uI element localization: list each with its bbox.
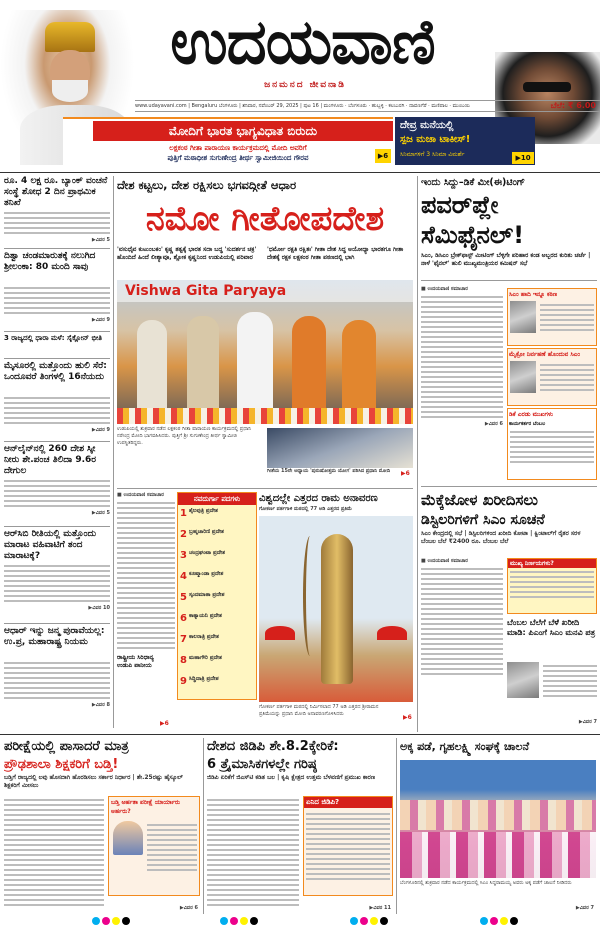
left-story-5-body [4,477,110,510]
center-col-label: ■ ಉದಯವಾಣಿ ಸಮಾಚಾರ [117,492,164,498]
left-story-5-headline: ಆನ್‌ಲೈನ್‌ನಲ್ಲಿ 260 ದೇಶ ಸ್ಕೀ ನೀರು ಶೇ.ಪಂಚ ತಿಲಿದಾ 9.6ರ ದೇಗುಲ [4,444,97,476]
left-story-1[interactable] [4,176,110,246]
navadurga-item [180,676,254,695]
reg-dot [490,917,498,925]
left-story-2-body [4,284,110,317]
left-story-6[interactable] [4,529,110,621]
lead-story[interactable] [117,176,413,486]
right-lead[interactable] [421,176,597,484]
lead-quote-left: 'ವಸುಧೈವ ಕುಟುಂಬಕಂ' ಕೃಷ್ಣ ತತ್ವಕ್ಕೆ ಭಾರತ ಸದಾ ಬದ್ಧ 'ಸುದರ್ಶನ ಚಕ್ರ' ಹೊಂದಿದೆ ಹಿಂದೆ ಲೀಶ್ಯಾವೂ, ಶ್ಲೋಕ ಕೃಷ್ಣನಿಂದ ಉಡುಪಿಯಲ್ಲಿ ಪರಿವಾರ [117,246,257,261]
navadurga-item [180,613,254,632]
crowd-row-1 [400,800,596,830]
left-story-1-body [4,209,110,237]
lead-inset-caption: ಗೀತೆಯ 15ನೇ ಅಧ್ಯಾಯ 'ಪುರುಷೋತ್ತಮ ಯೋಗ' ಪಠಿಸಿದ ಪ್ರಧಾನಿ ಮೋದಿ [267,468,391,474]
center-foot-left: ರಾಷ್ಟ್ರೀಯ ಸಿರಿಧಾನ್ಯ [117,654,154,661]
navadurga-item-label: ಕೂಷ್ಮಾಂಡಾ ಪ್ರದೇಶ [189,571,224,577]
right-box-3[interactable] [507,408,597,480]
b1-page: ▶ವಿವರ 6 [179,905,198,911]
statue-body [321,534,353,684]
navadurga-item-number: 5 [180,592,187,603]
masthead [0,0,600,165]
registration-marks [0,914,600,928]
navadurga-item-number: 7 [180,634,187,645]
lead-caption: ಉಡುಪಿಯಲ್ಲಿ ಶುಕ್ರವಾರ ನಡೆದ ಲಕ್ಷಕಂಠ ಗೀತಾ ಪಾರಾಯಣ ಕಾರ್ಯಕ್ರಮದಲ್ಲಿ ಪ್ರಧಾನಿ ನರೇಂದ್ರ ಮೋದಿ ಭಾಗವಹಿಸಿದರು. ಪುತ್ತಿಗೆ ಶ್ರೀ ಸುಗುಣೇಂದ್ರ ತೀರ್ಥ ಸ್ವಾಮೀಜಿ ಉಪಸ್ಥಿತರಿದ್ದರು. [117,426,251,446]
navadurga-item-number: 3 [180,550,187,561]
right-mid-headline1: ಮೆಕ್ಕೆಜೋಳ ಖರೀದಿಸಲು [421,491,538,509]
b2-headline2: 6 ತ್ರೈಮಾಸಿಕಗಳಲ್ಲೇ ಗರಿಷ್ಠ [207,757,317,772]
left-column [4,176,110,728]
right-mid-col-label: ■ ಉದಯವಾಣಿ ಸಮಾಚಾರ [421,558,468,564]
lead-inset-photo[interactable] [267,428,413,468]
right-mid-sub: ಸಿಎಂ ಕೇಂದ್ರದಲ್ಲಿ ಸಭೆ | ಡಿಸ್ಟಿಲರಿಗಳಿಂದ ಖರೀದಿ ಕೋಟಾ | ಕ್ವಿಂಟಾಲ್‌ಗೆ ರೈತರ ಸರಳ ಬೆಂಬಲ ಬೆಲೆ ₹2400 ರೂ. ಬೆಂಬಲ ಬೆಲೆ [421,530,581,545]
right-box-1[interactable] [507,288,597,346]
reg-dot [112,917,120,925]
person-5 [342,320,376,412]
right-mid-rule [421,486,597,487]
navadurga-item-label: ಸಿದ್ಧಿದಾತ್ರಿ ಪ್ರದೇಶ [189,676,219,682]
navadurga-item-number: 1 [180,508,187,519]
banner-left-sub2: ಪುತ್ತಿಗೆ ಮಠಾಧೀಶ ಸುಗುಣೇಂದ್ರ ತೀರ್ಥ ಸ್ವಾಮೀಜಿಯಿಂದ ಗೌರವ [167,154,309,162]
b3-headline: ಅಕ್ಕ ಪಡೆ, ಗೃಹಲಕ್ಷ್ಮಿ ಸಂಘಕ್ಕೆ ಚಾಲನೆ [400,740,530,753]
rama-headline-text: ವಿಶ್ವದಲ್ಲೇ ಎತ್ತರದ ರಾಮ ಅನಾವರಣ [259,493,378,504]
lead-headline: ನಮೋ ಗೀತೋಪದೇಶ [145,199,385,239]
b1-headline1: ಪರೀಕ್ಷೆಯಲ್ಲಿ ಪಾಸಾದರೆ ಮಾತ್ರ [4,739,129,754]
beard-shape [52,80,88,102]
flower-strip [117,408,413,424]
left-story-3-headline: 3 ರಾಜ್ಯದಲ್ಲಿ ಧಾರಾ ಮಳೆ: ಸೈಕ್ಲೋನ್ ಭೀತಿ [4,334,102,342]
b2-body [207,796,299,909]
navadurga-item [180,592,254,611]
left-story-4-body [4,394,110,427]
left-story-6-body [4,562,110,605]
bottom-story-1[interactable] [4,738,200,914]
navadurga-title: ನವದುರ್ಗಾ ಪದಗಳು [178,493,256,505]
center-news-column [117,492,175,732]
reg-dot [92,917,100,925]
right-col-page: ▶ವಿವರ 6 [484,421,503,427]
bottom-rule-2 [396,738,397,914]
right-box-3-sub: ಕಾರ್ಯಕರ್ತರ ಬೆಂಬಲ [509,421,546,427]
banner-right-headline1: ದೇವ್ರ ಮನೆಯಲ್ಲಿ [400,120,454,131]
navadurga-item [180,571,254,590]
dateline [135,100,600,112]
navadurga-item [180,529,254,548]
left-story-7[interactable] [4,626,110,726]
navadurga-item-number: 8 [180,655,187,666]
navadurga-item-number: 2 [180,529,187,540]
left-story-7-body [4,659,110,702]
left-story-7-headline: ಆಧಾರ್ ಇನ್ನು ಜನ್ಮ ಪುರಾವೆಯಲ್ಲ: ಉ.ಪ್ರ, ಮಹಾರಾಷ್ಟ್ರ ನಿಯಮ [4,626,105,647]
person-2 [187,316,219,411]
banner-left[interactable] [63,117,393,165]
right-kicker: ಇಂದು ಸಿದ್ದು–ಡಿಕೆ ಮೀ(ಈ)ಟಿಂಗ್ [421,177,525,188]
person-1 [137,320,167,410]
lead-quote-right: 'ಧರ್ಮೋ ರಕ್ಷತಿ ರಕ್ಷಿತಃ' ಗೀತಾ ದೇಶ ಸಿದ್ಧ ಅಯೋಧ್ಯಾ ಭಾರತಗೂ ಗೀತಾ ದೇಶಕ್ಕೆ ರಕ್ಷಕ ಲಕ್ಷಕಂಠ ಗೀತಾ ಪಠಣದಲ್ಲಿ ಭಾಗಿ [267,246,404,261]
person-3 [237,312,273,412]
left-story-3[interactable] [4,334,110,356]
banner-right-headline2: ಸ್ಪಜ ಮಜಾ ಟಾಕೀಸ್! [400,134,471,145]
left-story-7-page: ▶ವಿವರ 8 [91,702,110,708]
banner-left-page: ▶6 [375,149,391,163]
navadurga-item-label: ಮಹಾಗೌರಿ ಪ್ರದೇಶ [189,655,222,661]
bottom-band-rule [0,734,600,735]
left-story-5-page: ▶ವಿವರ 5 [91,510,110,516]
b3-photo[interactable] [400,760,596,878]
banner-right-sub: ಸಿನಿಮಾಗಳಿಗೆ 3 ಸಿನಿಮಾ ವಿಮರ್ಶೆ [400,151,465,158]
reg-dot [480,917,488,925]
person-4 [292,316,326,412]
b1-box[interactable] [108,796,200,896]
navadurga-item-number: 9 [180,676,187,687]
left-story-4[interactable] [4,361,110,439]
masthead-title[interactable]: ಉದಯವಾಣಿ [170,5,435,78]
left-story-2-headline: ದಿತ್ವಾ ಚಂಡಮಾರುತಕ್ಕೆ ನಲುಗಿದ ಶ್ರೀಲಂಕಾ: 80 ಮಂದಿ ಸಾವು [4,251,96,272]
b1-sub: ಬಡ್ತಿಗೆ ರಾಜ್ಯದಲ್ಲಿ ಲವು ಹೊಸದಾಗಿ ಹೊರಡಿಸಲು ಸರ್ಕಾರ ನಿರ್ಧಾರ | ಶೇ.25ರಷ್ಟು ಹೈಸ್ಕೂಲ್ ಶಿಕ್ಷಕರಿಗೆ ಮೀಸಲು [4,774,183,789]
lead-kicker: ದೇಶ ಕಟ್ಟಲು, ದೇಶ ರಕ್ಷಿಸಲು ಭಗವದ್ಗೀತೆ ಆಧಾರ [117,178,297,192]
crown-icon [45,22,95,52]
teacher-illustration [113,821,143,855]
b2-page: ▶ವಿವರ 11 [369,905,391,911]
reg-dot [370,917,378,925]
navadurga-item-label: ಕಾಲರಾತ್ರಿ ಪ್ರದೇಶ [189,634,220,640]
b2-sub: ಜಿಡಿಪಿ ಏರಿಕೆಗೆ ಜಿಎಸ್‌ಟಿ ಕಡಿತ ಬಲ | ಕೃಷಿ ಕ್ಷೇತ್ರದ ಉತ್ತಮ ಬೆಳವಣಿಗೆ ಪ್ರಮುಖ ಕಾರಣ [207,774,376,781]
navadurga-item-number: 4 [180,571,187,582]
navadurga-item-label: ಬ್ರಹ್ಮಚಾರಿಣಿ ಪ್ರದೇಶ [189,529,225,535]
left-story-1-headline: ರೂ. 4 ಲಕ್ಷ ರೂ. ಬ್ಯಾಂಕ್ ವಂಚನೆ ಸಂಸ್ಥೆ ಶೋಧ 2 ದಿನ ಪ್ರಾಥಮಿಕ ತನಿಖೆ [4,176,108,208]
reg-dot [122,917,130,925]
right-mid-story[interactable] [421,490,597,732]
reg-dot [250,917,258,925]
b2-box[interactable] [303,796,393,896]
reg-dot [350,917,358,925]
right-mid-box-title: ಮುಖ್ಯ ನಿರ್ಣಯಗಳು? [508,559,596,568]
right-mid-headline2: ಡಿಸ್ಟಿಲರಿಗಳಿಗೆ ಸಿಎಂ ಸೂಚನೆ [421,512,545,528]
right-box-1-title: ಸಿಎಂ ಹಾದಿ ಇನ್ನೂ ಕಠಿಣ [509,291,558,298]
right-col-body [421,293,503,421]
right-mid-box2-head: ಬೆಂಬಲ ಬೆಲೆಗೆ ಬೆಳೆ ಖರೀದಿ ಮಾಡಿ: ಪಿಎಂಗೆ ಸಿಎಂ ಮನವಿ ಪತ್ರ [507,618,596,637]
b1-box-title: ಬಡ್ತಿ ಅರ್ಹತಾ ಪರೀಕ್ಷೆ ಯಾರ್ಯಾರು ಅರ್ಹರು? [111,799,181,815]
reg-dot [240,917,248,925]
navadurga-item [180,634,254,653]
navadurga-item [180,550,254,569]
bottom-rule-1 [203,738,204,914]
lead-inset-page: ▶6 [401,470,410,477]
left-story-6-headline: ಆರ್‌ಸಿಬಿ ರೀತಿಯಲ್ಲಿ ಮತ್ತೊಂದು ಮಾರಾಟ ವಹಿವಾಟಿಗೆ ತಂದ ಮಾರಾಟಕ್ಕೆ? [4,529,97,561]
left-story-5[interactable] [4,444,110,524]
crowd-row-2 [400,832,596,878]
center-foot-left2: ಉಡುಪಿ ಪಾನೀಯ [117,662,152,669]
right-text-col [421,286,503,482]
reg-dot [500,917,508,925]
right-sub: ಸಿಎಂ, ಡಿಸಿಎಂ ಬ್ರೇಕ್‌ಫಾಸ್ಟ್ ಮೀಟಿಂಗ್ ಬೆಳ್ಳಿಗೇ ಪರಿಹಾರ ಕಂಡ ಅಬ್ಬರದ ಕುರಿತು ಚರ್ಚೆ | ನಾಳೆ 'ಫೈನಲ್' ಹುಲಿ ಮುಖ್ಯಮಂತ್ರಿಯರ ಕಮಿಷನ್ ಸಭೆ [421,252,591,267]
right-box-3-title: ಡಿಕೆ ಎರಡು ಮುಖಗಳು [509,411,554,418]
navadurga-item-label: ಕಾತ್ಯಾಯನಿ ಪ್ರದೇಶ [189,613,223,619]
left-story-4-page: ▶ವಿವರ 9 [91,427,110,433]
left-story-2-page: ▶ವಿವರ 9 [91,317,110,323]
dateline-text: www.udayavani.com | Bengaluru ಬೆಂಗಳೂರು | ಶನಿವಾರ, ನವೆಂಬರ್ 29, 2025 | ಪುಟ 16 | ಮಂಗಳೂರು · ಬೆಂಗಳೂರು · ಹುಬ್ಬಳ್ಳಿ · ಕಲಬುರಗಿ · ದಾವಣಗೆರೆ · ಮಣಿಪಾಲ · ಮುಂಬಯಿ [135,103,470,109]
cm-portrait [510,301,536,333]
reg-dot [510,917,518,925]
right-box-2[interactable] [507,348,597,406]
price: ಬೆಲೆ: ₹ 6.00 [550,101,596,110]
banner-left-sub1: ಲಕ್ಷಕಂಠ ಗೀತಾ ಪಾರಾಯಣ ಕಾರ್ಯಕ್ರಮದಲ್ಲಿ ಮೋದಿ ಅವರಿಗೆ [169,144,307,152]
right-column-rule [417,176,418,732]
center-rule [117,488,413,489]
center-foot-page: ▶6 [160,720,169,727]
navadurga-box[interactable] [177,492,257,700]
navadurga-item [180,655,254,674]
rama-headline [259,492,413,506]
bottom-story-3[interactable] [400,738,596,914]
rama-page: ▶6 [403,714,412,721]
pm-portrait [507,662,539,698]
lead-photo[interactable] [117,280,413,424]
navadurga-item-label: ಶೈಲಪುತ್ರಿ ಪ್ರದೇಶ [189,508,219,514]
left-story-4-headline: ಮೈಸೂರಲ್ಲಿ ಮತ್ತೊಂದು ಹುಲಿ ಸೆರೆ: ಒಂದೂವರೆ ತಿಂಗಳಲ್ಲಿ 16ನೆಯದು [4,361,107,382]
left-column-rule [113,176,114,728]
banner-left-headline: ಮೋದಿಗೆ ಭಾರತ ಭಾಗ್ಯವಿಧಾತ ಬಿರುದು [93,121,393,141]
navadurga-item-number: 6 [180,613,187,624]
rama-story[interactable] [259,492,413,732]
reg-dot [360,917,368,925]
dcm-portrait [510,361,536,393]
b3-page: ▶ವಿವರ 7 [575,905,594,911]
umbrella-left [265,626,295,640]
left-story-2[interactable] [4,251,110,329]
reg-dot [380,917,388,925]
b2-headline1: ದೇಶದ ಜಿಡಿಪಿ ಶೇ.8.2ಕ್ಕೇರಿಕೆ: [207,739,339,754]
banner-right-page: ▶10 [512,152,534,164]
lead-photo-banner: Vishwa Gita Paryaya [117,280,413,302]
right-mid-text [421,558,503,730]
left-story-1-page: ▶ವಿವರ 5 [91,237,110,243]
sunglasses-icon [523,82,571,92]
navadurga-item-label: ಸ್ಕಂದಮಾತಾ ಪ್ರದೇಶ [189,592,225,598]
rama-photo[interactable] [259,516,413,702]
rama-sub: ಗೋಕರ್ಣ ಪರ್ತಗಾಳಿ ಮಠದಲ್ಲಿ 77 ಅಡಿ ಎತ್ತರದ ಪ್ರತಿಮೆ [259,506,353,512]
masthead-rule [0,172,600,173]
left-story-6-page: ▶ವಿವರ 10 [88,605,110,611]
reg-dot [230,917,238,925]
right-mid-box2[interactable] [507,618,597,728]
right-headline: ಪವರ್‌ಪ್ಲೇ ಸೆಮಿಫೈನಲ್! [421,191,525,249]
b3-caption: ಬೆಂಗಳೂರಿನಲ್ಲಿ ಶುಕ್ರವಾರ ನಡೆದ ಕಾರ್ಯಕ್ರಮದಲ್ಲಿ ಸಿಎಂ ಸಿದ್ದರಾಮಯ್ಯ ಅವರು ಅಕ್ಕ ಪಡೆಗೆ ಚಾಲನೆ ನೀಡಿದರು [400,880,572,886]
umbrella-right [377,626,407,640]
navadurga-item-label: ಚಂದ್ರಘಂಟಾ ಪ್ರದೇಶ [189,550,226,556]
right-col-label: ■ ಉದಯವಾಣಿ ಸಮಾಚಾರ [421,286,468,292]
right-mid-box[interactable] [507,558,597,614]
b1-headline2: ಪ್ರೌಢಶಾಲಾ ಶಿಕ್ಷಕರಿಗೆ ಬಡ್ತಿ! [4,757,119,772]
b2-box-title: ಏನಿದ ಜಿಡಿಪಿ? [304,797,392,808]
bow-icon [303,536,317,656]
navadurga-list [178,505,256,698]
reg-dot [220,917,228,925]
b1-body [4,796,104,909]
right-box-2-title: ಮೈಕ್ರೋ ನಿರ್ವಹಣೆ ಹೊಂದುವ ಸಿಎಂ [509,351,581,358]
right-mid-page: ▶ವಿವರ 7 [578,719,597,725]
navadurga-item [180,508,254,527]
masthead-tagline: ಜನಮನದ ಜೀವನಾಡಿ [264,80,346,90]
bottom-story-2[interactable] [207,738,393,914]
reg-dot [102,917,110,925]
center-col-body [117,499,175,652]
rama-caption: ಗೋಕರ್ಣ ಪರ್ತಗಾಳಿ ಮಠದಲ್ಲಿ ನಿರ್ಮಿಸಲಾದ 77 ಅಡಿ ಎತ್ತರದ ಶ್ರೀರಾಮನ ಪ್ರತಿಮೆಯನ್ನು ಪ್ರಧಾನಿ ಮೋದಿ ಅನಾವರಣಗೊಳಿಸಿದರು [259,704,379,717]
